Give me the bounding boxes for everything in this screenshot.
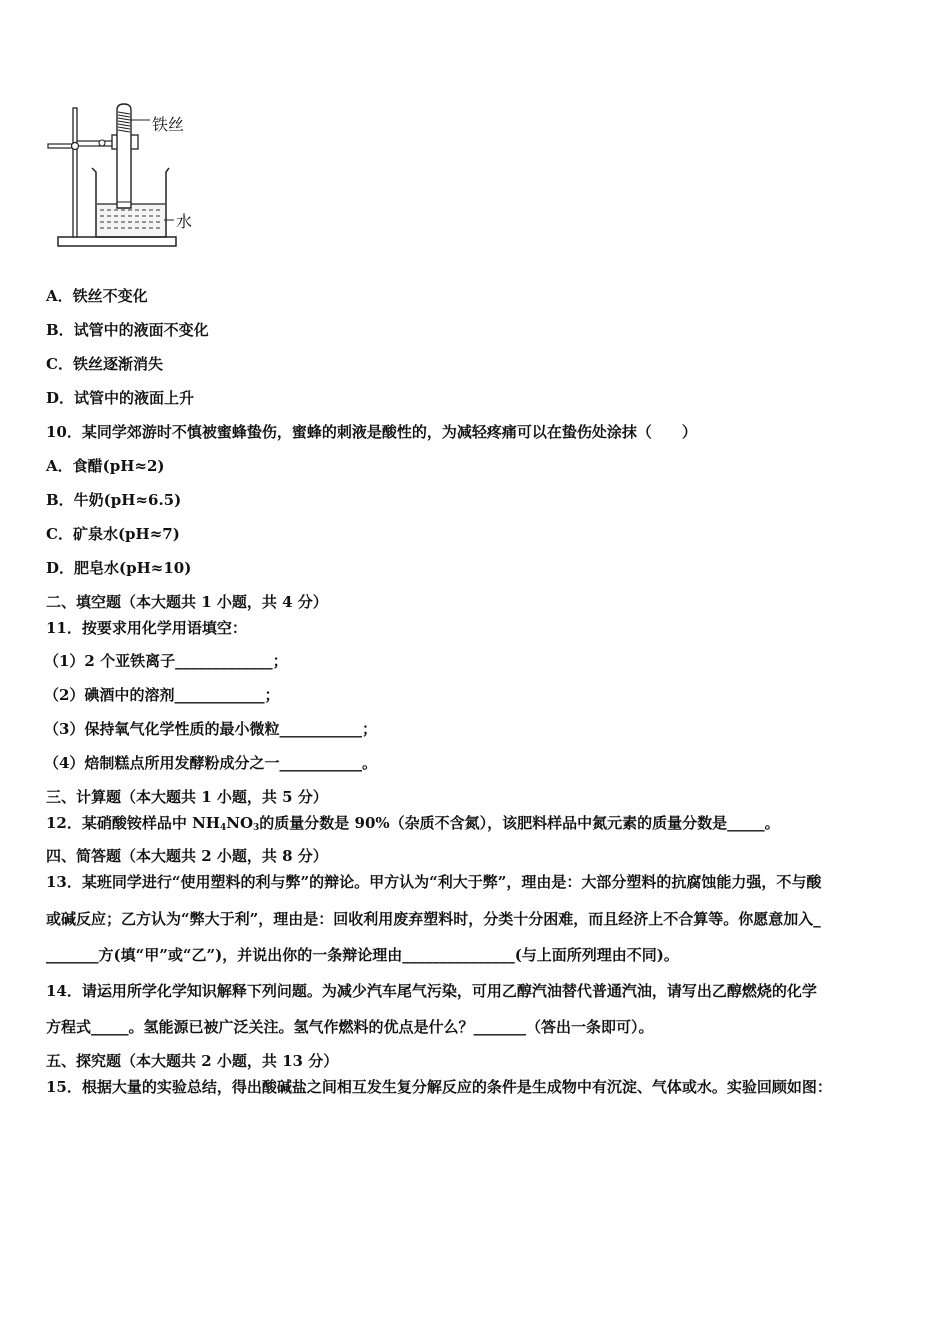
q11-item-4: （4）焙制糕点所用发酵粉成分之一___________。 (44, 754, 377, 772)
q13-line-1: 13．某班同学进行“使用塑料的利与弊”的辩论。甲方认为“利大于弊”，理由是：大部分塑料的抗腐蚀能力强，不与酸 (46, 873, 822, 891)
q11-item-3: （3）保持氧气化学性质的最小微粒___________； (44, 720, 377, 738)
q9-option-d: D．试管中的液面上升 (46, 389, 195, 407)
q10-option-a: A．食醋(pH≈2) (46, 457, 165, 475)
label-water: 水 (176, 212, 193, 231)
q10-option-b: B．牛奶(pH≈6.5) (46, 491, 182, 509)
q11-item-1: （1）2 个亚铁离子_____________； (44, 652, 288, 670)
q9-option-b: B．试管中的液面不变化 (46, 321, 209, 339)
q13-line-3: _______方(填“甲”或“乙”)，并说出你的一条辩论理由_______________(与上面所列理由不同)。 (46, 946, 679, 964)
q13-line-2: 或碱反应；乙方认为“弊大于利”，理由是：回收利用废弃塑料时，分类十分困难，而且经济上不合算等。你愿意加入_ (46, 910, 821, 928)
q9-option-c: C．铁丝逐渐消失 (46, 355, 163, 373)
section3-heading: 三、计算题（本大题共 1 小题，共 5 分） (46, 788, 328, 806)
q14-line-1: 14．请运用所学化学知识解释下列问题。为减少汽车尾气污染，可用乙醇汽油替代普通汽油，请写出乙醇燃烧的化学 (46, 982, 817, 1000)
q10-stem: 10．某同学郊游时不慎被蜜蜂蛰伤，蜜蜂的刺液是酸性的，为减轻疼痛可以在蛰伤处涂抹（ ） (46, 423, 697, 441)
q15-text: 15．根据大量的实验总结，得出酸碱盐之间相互发生复分解反应的条件是生成物中有沉淀、气体或水。实验回顾如图： (46, 1078, 832, 1096)
q10-option-d: D．肥皂水(pH≈10) (46, 559, 192, 577)
q11-item-2: （2）碘酒中的溶剂____________； (44, 686, 280, 704)
label-iron-wire: 铁丝 (152, 115, 185, 134)
q14-line-2: 方程式_____。氢能源已被广泛关注。氢气作燃料的优点是什么？_______（答出一条即可）。 (46, 1018, 654, 1036)
q9-option-a: A．铁丝不变化 (46, 287, 148, 305)
q12-text: 12．某硝酸铵样品中 $NH_4NO_3$的质量分数是 90%（杂质不含氮），该肥料样品中氮元素的质量分数是_____。 (46, 814, 780, 833)
section2-heading: 二、填空题（本大题共 1 小题，共 4 分） (46, 593, 328, 611)
section5-heading: 五、探究题（本大题共 2 小题，共 13 分） (46, 1052, 339, 1070)
q11-stem: 11．按要求用化学用语填空： (46, 619, 247, 637)
q10-option-c: C．矿泉水(pH≈7) (46, 525, 180, 543)
apparatus-figure (44, 100, 204, 255)
section4-heading: 四、简答题（本大题共 2 小题，共 8 分） (46, 847, 328, 865)
